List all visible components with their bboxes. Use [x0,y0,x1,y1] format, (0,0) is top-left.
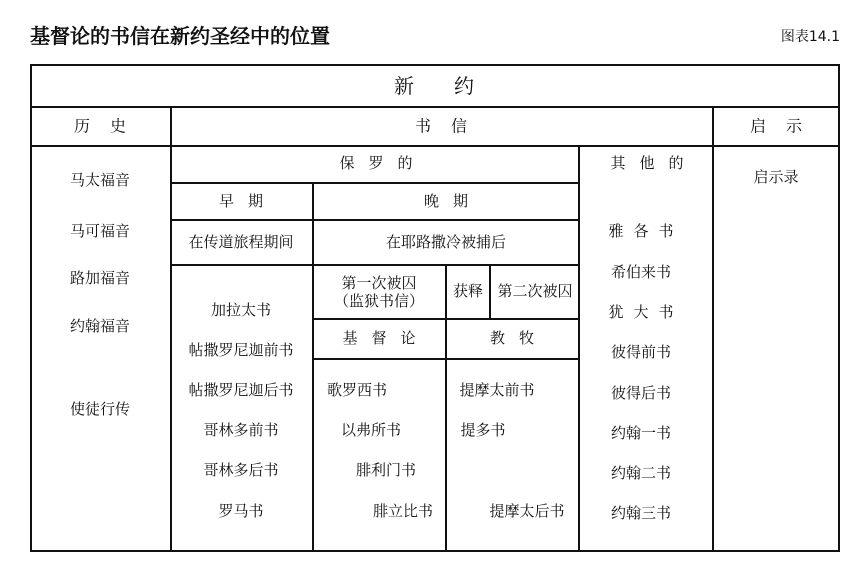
other-book: 彼得前书 [610,343,672,361]
pastoral-book: 提摩太后书 [489,502,565,520]
border-right [838,64,840,552]
divider-period [171,264,580,266]
history-book: 马可福音 [69,222,131,240]
christology-book: 腓利门书 [355,461,417,479]
divider-columns [30,145,840,147]
pastoral-label: 教牧 [489,329,549,347]
pauline-label: 保罗的 [339,154,427,172]
column-letters: 书信 [414,116,488,136]
late-period: 在耶路撒冷被捕后 [385,233,507,251]
border-top [30,64,840,66]
early-book: 哥林多后书 [203,461,279,479]
other-book: 雅各书 [608,222,684,240]
christology-book: 以弗所书 [340,421,402,439]
release-label: 获释 [452,282,484,300]
early-period: 在传道旅程期间 [188,233,294,251]
divider-others [578,145,580,552]
divider-early-late-v1 [312,182,314,264]
early-label: 早期 [218,192,278,210]
history-book: 使徒行传 [69,400,131,418]
christology-book: 腓立比书 [372,502,434,520]
other-book: 彼得后书 [610,384,672,402]
first-imprisonment-note: （监狱书信） [333,292,425,310]
divider-history [170,106,172,552]
divider-early-late-v2 [312,264,314,552]
divider-pauline [171,182,580,184]
border-left [30,64,32,552]
early-book: 帖撒罗尼迦后书 [188,381,294,399]
pastoral-book: 提多书 [460,421,506,439]
other-book: 约翰一书 [610,424,672,442]
christology-book: 歌罗西书 [326,381,388,399]
header-new-testament: 新约 [394,74,514,98]
other-book: 约翰三书 [610,504,672,522]
first-imprisonment: 第一次被囚 [341,274,417,292]
second-imprisonment: 第二次被囚 [497,282,573,300]
column-history: 历史 [73,116,147,136]
other-book: 约翰二书 [610,464,672,482]
early-book: 哥林多前书 [203,421,279,439]
divider-christology-pastoral [445,264,447,552]
revelation-book: 启示录 [753,168,799,186]
early-book: 帖撒罗尼迦前书 [188,341,294,359]
other-book: 犹大书 [608,303,684,321]
page-title: 基督论的书信在新约圣经中的位置 [30,24,330,48]
divider-release [489,264,491,318]
history-book: 约翰福音 [69,317,131,335]
early-book: 罗马书 [218,502,264,520]
border-bottom [30,550,840,552]
others-label: 其他的 [610,154,698,172]
early-book: 加拉太书 [210,301,272,319]
column-revelation: 启示 [749,116,823,136]
figure-label: 图表14.1 [780,29,840,45]
divider-header [30,106,840,108]
christology-label: 基督论 [342,329,430,347]
other-book: 希伯来书 [610,263,672,281]
history-book: 路加福音 [69,269,131,287]
divider-early-late [171,219,580,221]
pastoral-book: 提摩太前书 [459,381,535,399]
divider-revelation [712,106,714,552]
late-label: 晚期 [423,192,483,210]
history-book: 马太福音 [69,171,131,189]
